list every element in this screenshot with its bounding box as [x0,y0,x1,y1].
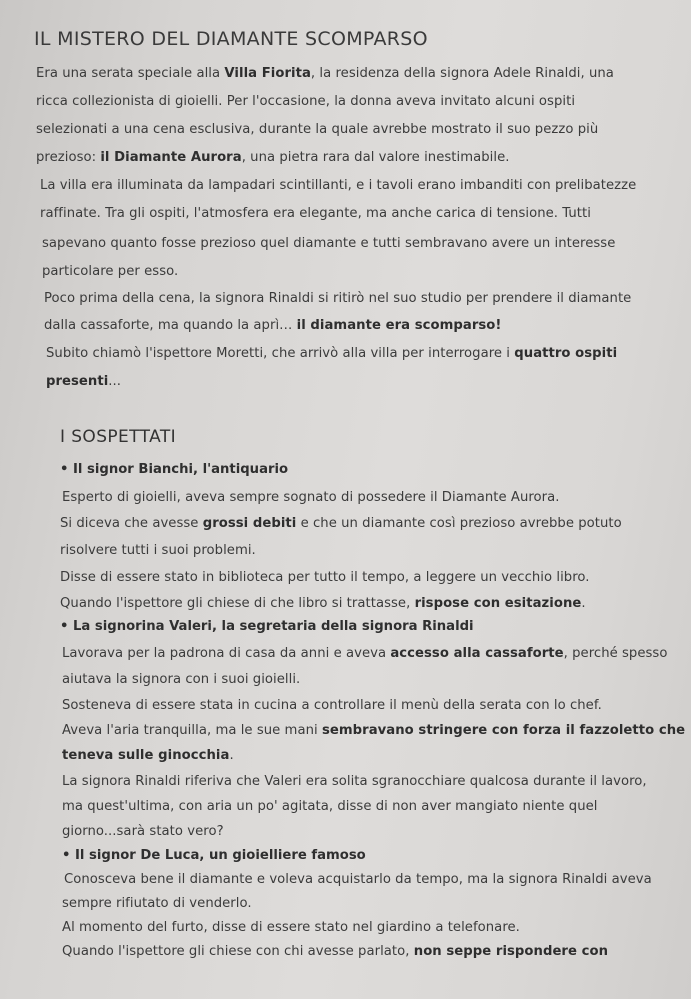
text: Era una serata speciale alla [36,66,225,81]
bold-text: non seppe rispondere con [413,944,609,959]
bold-text: grossi debiti [202,516,297,531]
suspect-2-line-3: Sosteneva di essere stata in cucina a controllare il menù della serata con lo chef. [62,698,602,713]
suspect-1-line-4: Disse di essere stato in biblioteca per tutto il tempo, a leggere un vecchio libro. [60,570,590,585]
bold-text: teneva sulle ginocchia [62,748,230,763]
suspect-3-line-4 [62,944,608,959]
intro-p2-line-4: particolare per esso. [42,264,179,279]
text: prezioso: [36,150,101,165]
text: Lavorava per la padrona di casa da anni e aveva [62,646,391,661]
text: , la residenza della signora Adele Rinaldi, una [310,66,614,81]
text: dalla cassaforte, ma quando la aprì… [44,318,297,333]
suspect-3-heading: • Il signor De Luca, un gioielliere famoso [62,848,366,863]
suspect-2-line-1 [62,646,667,661]
intro-p3-line-2 [44,318,501,333]
text: Subito chiamò l'ispettore Moretti, che arrivò alla villa per interrogare i [46,346,515,361]
suspect-3-line-1: Conosceva bene il diamante e voleva acquistarlo da tempo, ma la signora Rinaldi aveva [64,872,652,887]
intro-p1-line-3: selezionati a una cena esclusiva, durante la quale avrebbe mostrato il suo pezzo più [36,122,599,137]
bold-text: accesso alla cassaforte [390,646,564,661]
bold-text: rispose con esitazione [414,596,582,611]
text: Quando l'ispettore gli chiese di che libro si trattasse, [60,596,415,611]
text: e che un diamante così prezioso avrebbe potuto [296,516,622,531]
text: , una pietra rara dal valore inestimabile. [241,150,510,165]
suspects-section-title: I SOSPETTATI [60,427,177,447]
intro-p4-line-2 [46,374,121,389]
intro-p2-line-2: raffinate. Tra gli ospiti, l'atmosfera era elegante, ma anche carica di tensione. Tutti [40,206,591,221]
bold-text: il Diamante Aurora [100,150,242,165]
intro-p2-line-3: sapevano quanto fosse prezioso quel diamante e tutti sembravano avere un interesse [42,236,616,251]
bold-text: Villa Fiorita [224,66,311,81]
suspect-2-line-4 [62,723,685,738]
bold-text: presenti [46,374,109,389]
intro-p1-line-4 [36,150,510,165]
suspect-3-line-2: sempre rifiutato di venderlo. [62,896,252,911]
suspect-2-line-2: aiutava la signora con i suoi gioielli. [62,672,301,687]
intro-p1-line-1 [36,66,614,81]
intro-p1-line-2: ricca collezionista di gioielli. Per l'occasione, la donna aveva invitato alcuni ospiti [36,94,576,109]
suspect-2-line-7: ma quest'ultima, con aria un po' agitata, disse di non aver mangiato niente quel [62,799,598,814]
bold-text: quattro ospiti [514,346,618,361]
suspect-2-line-5 [62,748,234,763]
suspect-2-heading: • La signorina Valeri, la segretaria della signora Rinaldi [60,619,474,634]
text: , perché spesso [563,646,668,661]
text: Quando l'ispettore gli chiese con chi avesse parlato, [62,944,414,959]
suspect-1-line-5 [60,596,586,611]
text: ... [108,374,122,389]
suspect-1-line-1: Esperto di gioielli, aveva sempre sognato di possedere il Diamante Aurora. [62,490,560,505]
text: . [229,748,234,763]
suspect-1-line-2 [60,516,622,531]
intro-p2-line-1: La villa era illuminata da lampadari scintillanti, e i tavoli erano imbanditi con prelibatezze [40,178,637,193]
document-title: IL MISTERO DEL DIAMANTE SCOMPARSO [34,28,428,50]
suspect-2-line-6: La signora Rinaldi riferiva che Valeri era solita sgranocchiare qualcosa durante il lavoro, [62,774,647,789]
suspect-1-heading: • Il signor Bianchi, l'antiquario [60,462,289,477]
text: Aveva l'aria tranquilla, ma le sue mani [62,723,322,738]
suspect-2-line-8: giorno...sarà stato vero? [62,824,224,839]
suspect-3-line-3: Al momento del furto, disse di essere stato nel giardino a telefonare. [62,920,520,935]
text: . [581,596,586,611]
text: Si diceva che avesse [60,516,203,531]
suspect-1-line-3: risolvere tutti i suoi problemi. [60,543,256,558]
bold-text: sembravano stringere con forza il fazzoletto che [321,723,686,738]
bold-text: il diamante era scomparso! [296,318,502,333]
intro-p4-line-1 [46,346,617,361]
intro-p3-line-1: Poco prima della cena, la signora Rinaldi si ritirò nel suo studio per prendere il diamante [44,291,632,306]
